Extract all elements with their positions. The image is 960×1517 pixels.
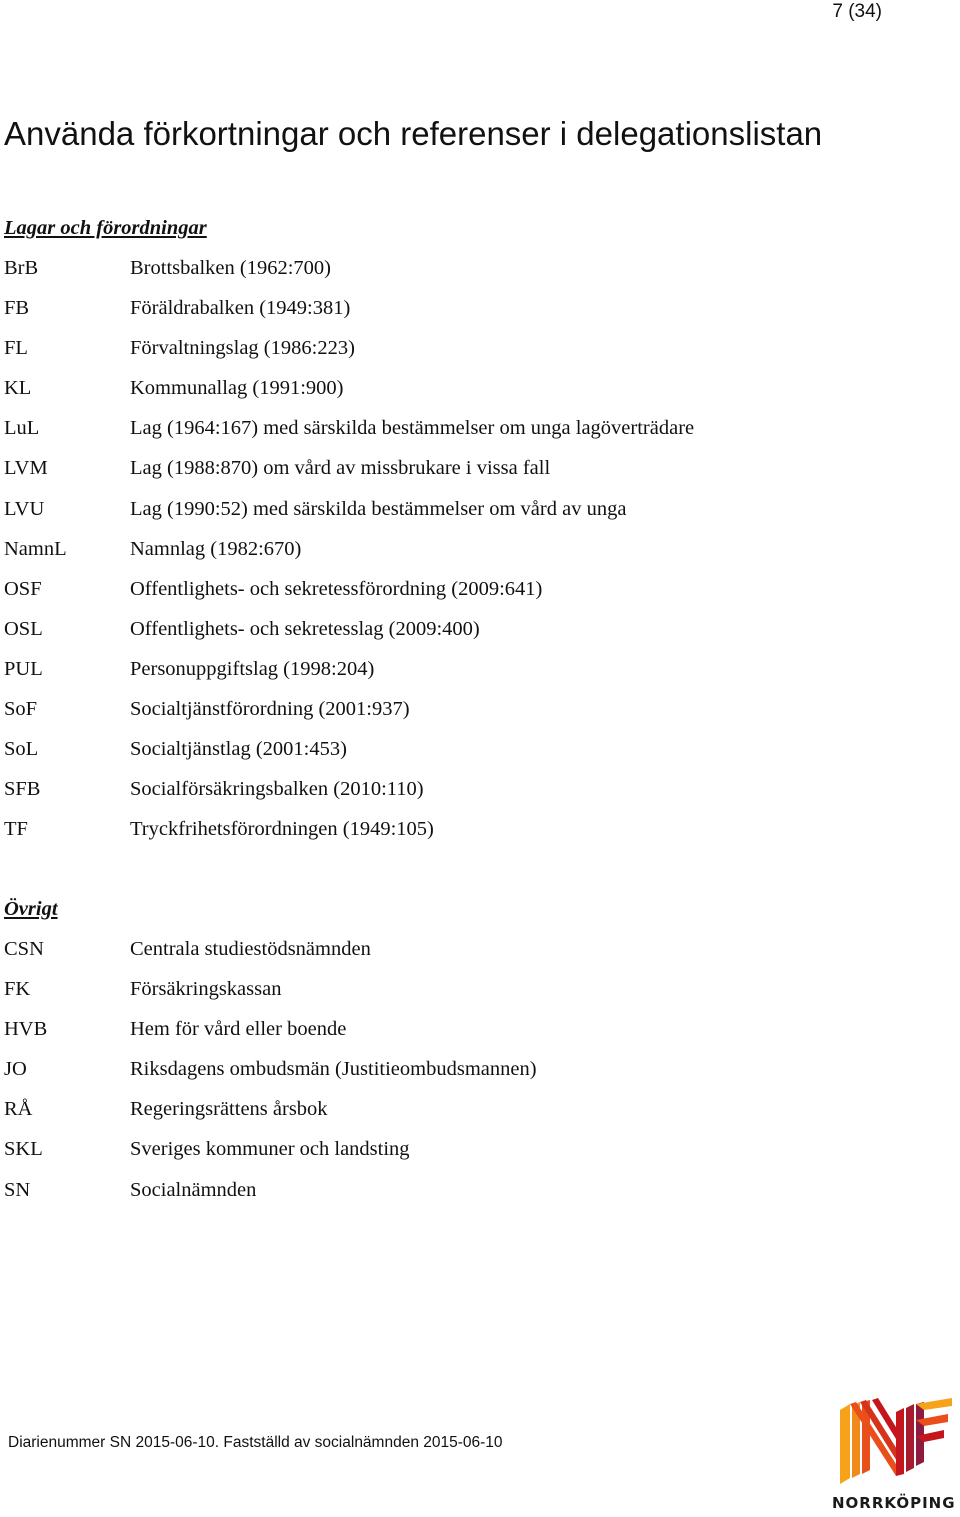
abbreviation: SoF <box>4 698 38 721</box>
description: Förvaltningslag (1986:223) <box>130 337 355 360</box>
description: Lag (1988:870) om vård av missbrukare i vissa fall <box>130 457 551 480</box>
section-other <box>4 895 537 1216</box>
abbreviation: LVM <box>4 457 48 480</box>
abbreviation: JO <box>4 1058 27 1081</box>
abbreviation: KL <box>4 377 32 400</box>
list-item <box>4 735 694 775</box>
description: Namnlag (1982:670) <box>130 537 302 560</box>
abbreviation: OSF <box>4 577 42 600</box>
list-item <box>4 1176 537 1216</box>
list-item <box>4 414 694 454</box>
abbreviation-list-other <box>4 935 537 1216</box>
abbreviation: RÅ <box>4 1098 33 1121</box>
list-item <box>4 775 694 815</box>
list-item <box>4 1015 537 1055</box>
abbreviation-list-laws <box>4 254 694 855</box>
description: Föräldrabalken (1949:381) <box>130 297 351 320</box>
list-item <box>4 975 537 1015</box>
list-item <box>4 815 694 855</box>
description: Riksdagens ombudsmän (Justitieombudsmannen) <box>130 1058 537 1081</box>
description: Sveriges kommuner och landsting <box>130 1138 410 1161</box>
abbreviation: CSN <box>4 938 44 960</box>
list-item <box>4 495 694 535</box>
section-heading-laws: Lagar och förordningar <box>4 217 207 239</box>
description: Centrala studiestödsnämnden <box>130 938 371 960</box>
abbreviation: SFB <box>4 778 41 801</box>
description: Tryckfrihetsförordningen (1949:105) <box>130 818 434 841</box>
list-item <box>4 294 694 334</box>
description: Regeringsrättens årsbok <box>130 1098 328 1121</box>
description: Försäkringskassan <box>130 978 282 1001</box>
list-item <box>4 374 694 414</box>
abbreviation: TF <box>4 818 28 841</box>
abbreviation: LVU <box>4 497 45 520</box>
section-laws <box>4 214 694 855</box>
abbreviation: SoL <box>4 738 39 761</box>
abbreviation: FK <box>4 978 31 1001</box>
section-heading-other: Övrigt <box>4 898 58 920</box>
abbreviation: PUL <box>4 657 43 680</box>
description: Hem för vård eller boende <box>130 1018 347 1041</box>
description: Offentlighets- och sekretesslag (2009:400) <box>130 617 480 640</box>
logo-wordmark: NORRKÖPING <box>832 1494 956 1512</box>
page-title: Använda förkortningar och referenser i delegationslistan <box>4 115 823 152</box>
description: Socialförsäkringsbalken (2010:110) <box>130 778 424 801</box>
description: Socialnämnden <box>130 1178 257 1201</box>
abbreviation: NamnL <box>4 537 67 560</box>
list-item <box>4 655 694 695</box>
page-number: 7 (34) <box>832 1 882 22</box>
footer-text: Diarienummer SN 2015-06-10. Fastställd av socialnämnden 2015-06-10 <box>8 1434 503 1451</box>
abbreviation: FL <box>4 337 28 360</box>
list-item <box>4 935 537 975</box>
description: Socialtjänstförordning (2001:937) <box>130 698 410 721</box>
description: Brottsbalken (1962:700) <box>130 257 331 279</box>
abbreviation: SKL <box>4 1138 43 1161</box>
abbreviation: SN <box>4 1178 31 1201</box>
list-item <box>4 454 694 494</box>
list-item <box>4 535 694 575</box>
description: Kommunallag (1991:900) <box>130 377 344 400</box>
abbreviation: BrB <box>4 257 39 279</box>
abbreviation: FB <box>4 297 30 320</box>
abbreviation: HVB <box>4 1018 48 1041</box>
description: Lag (1964:167) med särskilda bestämmelser om unga lagöverträdare <box>130 417 695 440</box>
list-item <box>4 575 694 615</box>
list-item <box>4 1095 537 1135</box>
description: Lag (1990:52) med särskilda bestämmelser om vård av unga <box>130 497 627 520</box>
list-item <box>4 1135 537 1175</box>
abbreviation: OSL <box>4 617 43 640</box>
abbreviation: LuL <box>4 417 40 440</box>
description: Offentlighets- och sekretessförordning (2009:641) <box>130 577 543 600</box>
description: Personuppgiftslag (1998:204) <box>130 657 375 680</box>
list-item <box>4 695 694 735</box>
list-item <box>4 615 694 655</box>
list-item <box>4 254 694 294</box>
list-item <box>4 334 694 374</box>
description: Socialtjänstlag (2001:453) <box>130 738 347 761</box>
list-item <box>4 1055 537 1095</box>
